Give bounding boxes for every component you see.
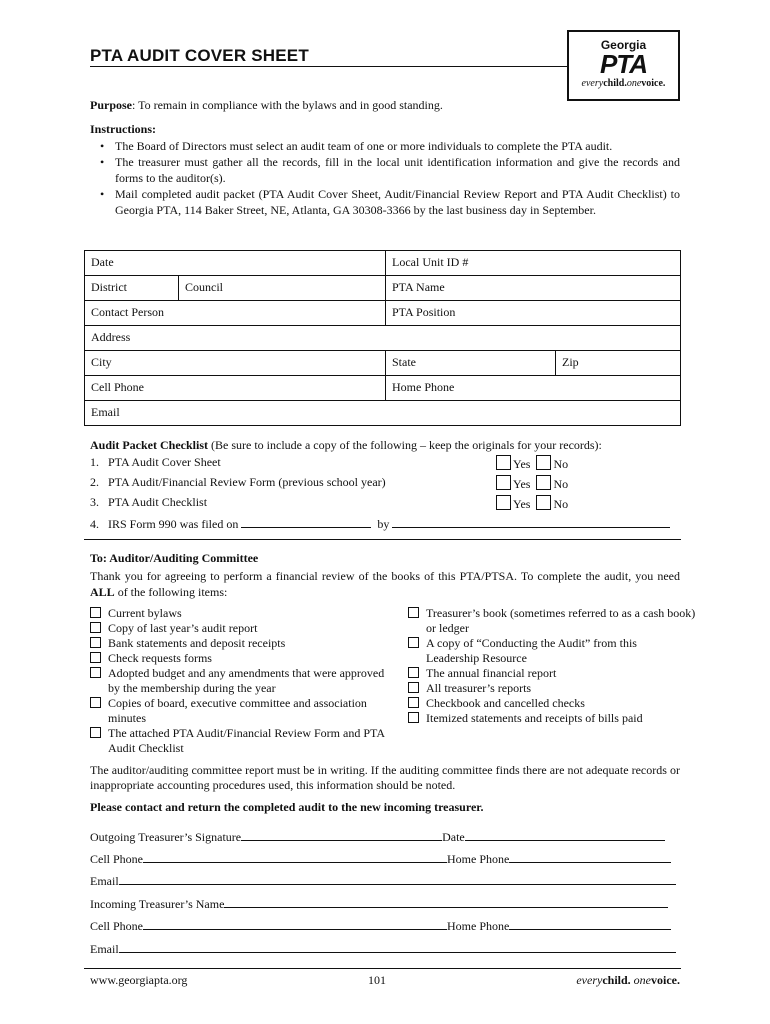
incoming-email-line: Email [90, 940, 680, 957]
outgoing-signature-line: Outgoing Treasurer’s Signature Date [90, 828, 680, 845]
checklist-item: 1. PTA Audit Cover Sheet [90, 455, 221, 469]
item-checkbox[interactable] [90, 697, 101, 708]
city-field[interactable]: City [85, 351, 386, 376]
yes-checkbox[interactable] [496, 455, 511, 470]
logo-org: PTA [599, 49, 648, 79]
pta-name-field[interactable]: PTA Name [386, 276, 681, 301]
auditor-item: Itemized statements and receipts of bills paid [408, 711, 680, 726]
outgoing-email-input[interactable] [119, 872, 676, 885]
incoming-home-input[interactable] [509, 917, 671, 930]
item-checkbox[interactable] [408, 712, 419, 723]
state-field[interactable]: State [386, 351, 556, 376]
incoming-cell-input[interactable] [143, 917, 447, 930]
section-divider [84, 539, 681, 540]
item-checkbox[interactable] [408, 697, 419, 708]
auditor-item: Copy of last year’s audit report [90, 621, 370, 636]
outgoing-email-line: Email [90, 872, 680, 889]
auditor-item: Bank statements and deposit receipts [90, 636, 370, 651]
instruction-item: • Mail completed audit packet (PTA Audit Cover Sheet, Audit/Financial Review Report and PTA Audit Checklist) to Georgia PTA, 114 Baker Street, NE, Atlanta, GA 30308-3366 by the last business day in September. [100, 186, 680, 218]
footer-tagline: everychild. onevoice. [576, 973, 680, 987]
local-unit-info-table [84, 250, 681, 426]
local-unit-id-field[interactable]: Local Unit ID # [386, 251, 681, 276]
irs-date-input[interactable] [241, 515, 371, 528]
instructions-heading: Instructions: [90, 122, 157, 136]
irs-form-line: 4. IRS Form 990 was filed on by [90, 515, 680, 532]
report-note: The auditor/auditing committee report must be in writing. If the auditing committee finds there are not adequate records or inappropriate accounting procedures used, this information should be noted. [90, 763, 680, 792]
item-checkbox[interactable] [90, 637, 101, 648]
pta-position-field[interactable]: PTA Position [386, 301, 681, 326]
instruction-item: • The treasurer must gather all the records, fill in the local unit identification information and give the records and forms to the auditor(s). [100, 154, 680, 186]
no-checkbox[interactable] [536, 495, 551, 510]
item-checkbox[interactable] [90, 607, 101, 618]
cell-phone-field[interactable]: Cell Phone [85, 376, 386, 401]
auditor-item: Current bylaws [90, 606, 370, 621]
district-field[interactable]: District [85, 276, 179, 301]
date-field[interactable]: Date [85, 251, 386, 276]
item-checkbox[interactable] [408, 682, 419, 693]
item-checkbox[interactable] [90, 667, 101, 678]
georgia-pta-logo [567, 30, 680, 101]
item-checkbox[interactable] [408, 637, 419, 648]
auditor-item: Copies of board, executive committee and association minutes [90, 696, 370, 726]
auditor-item: All treasurer’s reports [408, 681, 680, 696]
council-field[interactable]: Council [179, 276, 386, 301]
checklist-heading: Audit Packet Checklist (Be sure to include a copy of the following – keep the originals for your records): [90, 438, 602, 452]
outgoing-home-input[interactable] [509, 850, 671, 863]
checklist-item: 2. PTA Audit/Financial Review Form (previous school year) [90, 475, 386, 489]
page-title: PTA AUDIT COVER SHEET [90, 46, 309, 65]
zip-field[interactable]: Zip [556, 351, 681, 376]
no-checkbox[interactable] [536, 475, 551, 490]
yes-checkbox[interactable] [496, 495, 511, 510]
page-number: 101 [368, 973, 386, 987]
irs-by-input[interactable] [392, 515, 670, 528]
title-rule [90, 66, 568, 67]
auditor-item: Treasurer’s book (sometimes referred to as a cash book) or ledger [408, 606, 698, 636]
home-phone-field[interactable]: Home Phone [386, 376, 681, 401]
auditor-item: Adopted budget and any amendments that were approved by the membership during the year [90, 666, 388, 696]
auditor-item: The annual financial report [408, 666, 680, 681]
footer-website: www.georgiapta.org [90, 973, 188, 987]
logo-tagline: everychild.onevoice. [581, 78, 666, 89]
item-checkbox[interactable] [90, 622, 101, 633]
item-checkbox[interactable] [408, 667, 419, 678]
contact-note: Please contact and return the completed audit to the new incoming treasurer. [90, 800, 484, 814]
footer-rule [84, 968, 681, 969]
contact-person-field[interactable]: Contact Person [85, 301, 386, 326]
instruction-item: • The Board of Directors must select an audit team of one or more individuals to complete the PTA audit. [100, 138, 680, 154]
checklist-item: 3. PTA Audit Checklist [90, 495, 208, 509]
outgoing-date-input[interactable] [465, 828, 665, 841]
checklist-yes-no: Yes No [496, 455, 568, 472]
auditor-intro: Thank you for agreeing to perform a financial review of the books of this PTA/PTSA. To complete the audit, you need ALL of the following items: [90, 569, 680, 599]
incoming-phone-line: Cell Phone Home Phone [90, 917, 680, 934]
incoming-email-input[interactable] [119, 940, 676, 953]
outgoing-signature-input[interactable] [241, 828, 442, 841]
email-field[interactable]: Email [85, 401, 681, 426]
no-checkbox[interactable] [536, 455, 551, 470]
yes-checkbox[interactable] [496, 475, 511, 490]
checklist-yes-no: Yes No [496, 475, 568, 492]
checklist-yes-no: Yes No [496, 495, 568, 512]
outgoing-cell-input[interactable] [143, 850, 447, 863]
item-checkbox[interactable] [90, 652, 101, 663]
item-checkbox[interactable] [408, 607, 419, 618]
purpose: Purpose: To remain in compliance with the bylaws and in good standing. [90, 98, 443, 112]
address-field[interactable]: Address [85, 326, 681, 351]
auditor-item: A copy of “Conducting the Audit” from this Leadership Resource [408, 636, 688, 666]
auditor-item: Check requests forms [90, 651, 370, 666]
auditor-item: Checkbook and cancelled checks [408, 696, 680, 711]
item-checkbox[interactable] [90, 727, 101, 738]
auditor-item: The attached PTA Audit/Financial Review Form and PTA Audit Checklist [90, 726, 388, 756]
auditor-heading: To: Auditor/Auditing Committee [90, 551, 259, 565]
incoming-name-input[interactable] [224, 895, 668, 908]
incoming-name-line: Incoming Treasurer’s Name [90, 895, 680, 912]
logo-state: Georgia [600, 38, 647, 52]
outgoing-phone-line: Cell Phone Home Phone [90, 850, 680, 867]
